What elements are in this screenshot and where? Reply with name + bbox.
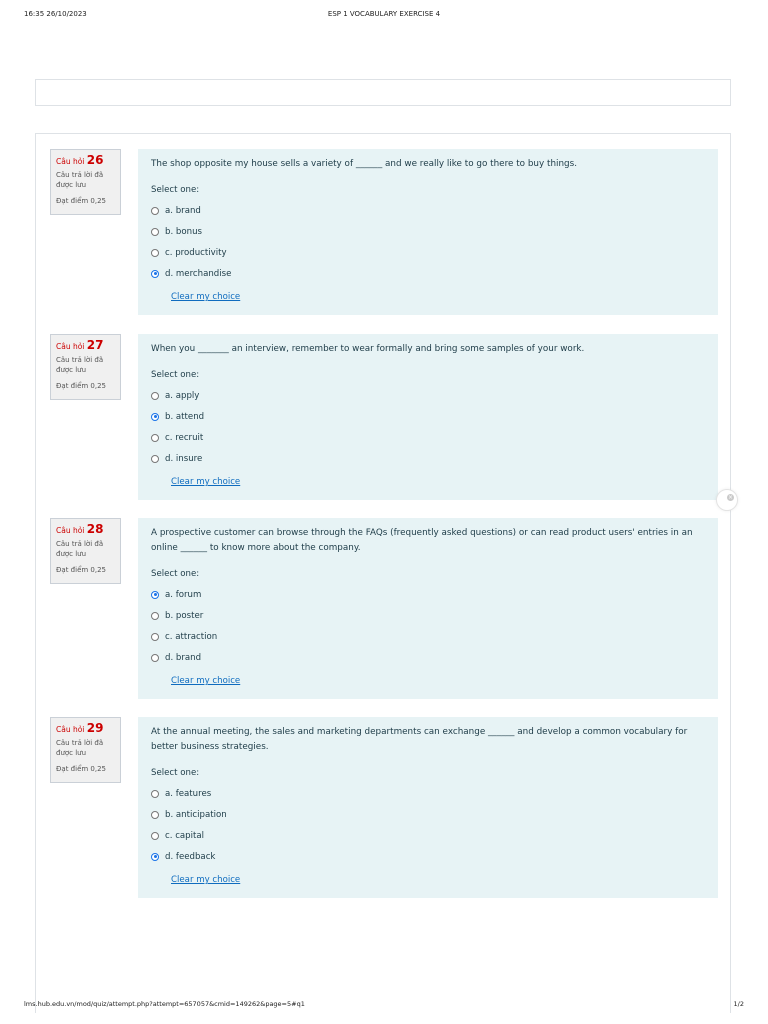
question-number: 28 [86,522,104,536]
print-title: ESP 1 VOCABULARY EXERCISE 4 [327,10,441,18]
question-state: Câu trả lời đã được lưu [56,739,104,757]
question-grade: Đạt điểm 0,25 [56,566,107,574]
question-state: Câu trả lời đã được lưu [56,356,104,374]
option-label[interactable]: d. insure [165,453,203,464]
quiz-nav-box [35,79,731,106]
option-label[interactable]: c. capital [165,830,205,841]
question-label: Câu hỏi [56,157,85,166]
radio-button[interactable] [151,207,159,215]
option-label[interactable]: a. features [165,788,212,799]
print-timestamp: 16:35 26/10/2023 [24,10,87,18]
question-label: Câu hỏi [56,526,85,535]
select-one-prompt: Select one: [151,370,200,380]
option-label[interactable]: b. bonus [165,226,203,237]
side-drawer-handle[interactable] [716,489,738,511]
question-text: At the annual meeting, the sales and marketing departments can exchange ______ and develop a common vocabulary for better business strategies. [151,727,688,752]
answer-option[interactable] [151,846,705,867]
option-label[interactable]: d. feedback [165,851,216,862]
question-number: 27 [86,338,104,352]
radio-button-selected[interactable] [151,853,159,861]
select-one-prompt: Select one: [151,185,200,195]
option-label[interactable]: a. brand [165,205,201,216]
answer-option[interactable] [151,200,705,221]
print-url: lms.hub.edu.vn/mod/quiz/attempt.php?attempt=657057&cmid=149262&page=5#q1 [24,1000,305,1008]
question-number: 26 [86,153,104,167]
radio-button[interactable] [151,654,159,662]
option-label[interactable]: c. attraction [165,631,218,642]
radio-button[interactable] [151,832,159,840]
answer-option[interactable] [151,783,705,804]
answer-option[interactable] [151,825,705,846]
option-label[interactable]: d. brand [165,652,202,663]
answer-option[interactable] [151,221,705,242]
question-number: 29 [86,721,104,735]
clear-choice-link[interactable]: Clear my choice [171,292,241,302]
question-content [138,334,718,500]
print-header [24,10,744,22]
option-label[interactable]: c. recruit [165,432,204,443]
answer-option[interactable] [151,242,705,263]
clear-choice-link[interactable]: Clear my choice [171,676,241,686]
radio-button[interactable] [151,249,159,257]
answer-options [151,584,705,668]
question-grade: Đạt điểm 0,25 [56,382,107,390]
answer-options [151,385,705,469]
radio-button[interactable] [151,811,159,819]
question-grade: Đạt điểm 0,25 [56,197,107,205]
answer-options [151,783,705,867]
radio-button[interactable] [151,790,159,798]
option-label[interactable]: a. apply [165,390,200,401]
radio-button[interactable] [151,434,159,442]
clear-choice-link[interactable]: Clear my choice [171,477,241,487]
option-label[interactable]: d. merchandise [165,268,232,279]
question-state: Câu trả lời đã được lưu [56,540,104,558]
radio-button-selected[interactable] [151,413,159,421]
question-info [50,717,121,783]
option-label[interactable]: c. productivity [165,247,227,258]
question-text: The shop opposite my house sells a variety of ______ and we really like to go there to buy things. [151,159,578,169]
option-label[interactable]: b. anticipation [165,809,227,820]
radio-button-selected[interactable] [151,270,159,278]
question-state: Câu trả lời đã được lưu [56,171,104,189]
clear-choice-link[interactable]: Clear my choice [171,875,241,885]
print-footer [24,1000,744,1012]
radio-button[interactable] [151,455,159,463]
answer-option[interactable] [151,626,705,647]
question-content [138,717,718,898]
radio-button[interactable] [151,392,159,400]
answer-options [151,200,705,284]
answer-option[interactable] [151,427,705,448]
answer-option[interactable] [151,605,705,626]
answer-option[interactable] [151,448,705,469]
radio-button[interactable] [151,633,159,641]
answer-option[interactable] [151,804,705,825]
option-label[interactable]: b. poster [165,610,204,621]
answer-option[interactable] [151,584,705,605]
option-label[interactable]: a. forum [165,589,202,600]
question-text: When you _______ an interview, remember to wear formally and bring some samples of your work. [151,344,585,354]
answer-option[interactable] [151,263,705,284]
question-content [138,149,718,315]
radio-button[interactable] [151,612,159,620]
questions-container [35,133,731,1013]
question-info [50,334,121,400]
print-page-number: 1/2 [733,1000,744,1008]
answer-option[interactable] [151,406,705,427]
option-label[interactable]: b. attend [165,411,205,422]
question-text: A prospective customer can browse through the FAQs (frequently asked questions) or can read product users' entries in an online ______ to know more about the company. [151,528,693,553]
question-info [50,149,121,215]
select-one-prompt: Select one: [151,768,200,778]
close-icon[interactable]: × [727,494,734,501]
radio-button[interactable] [151,228,159,236]
question-grade: Đạt điểm 0,25 [56,765,107,773]
question-content [138,518,718,699]
question-info [50,518,121,584]
answer-option[interactable] [151,385,705,406]
answer-option[interactable] [151,647,705,668]
radio-button-selected[interactable] [151,591,159,599]
question-label: Câu hỏi [56,342,85,351]
question-label: Câu hỏi [56,725,85,734]
select-one-prompt: Select one: [151,569,200,579]
